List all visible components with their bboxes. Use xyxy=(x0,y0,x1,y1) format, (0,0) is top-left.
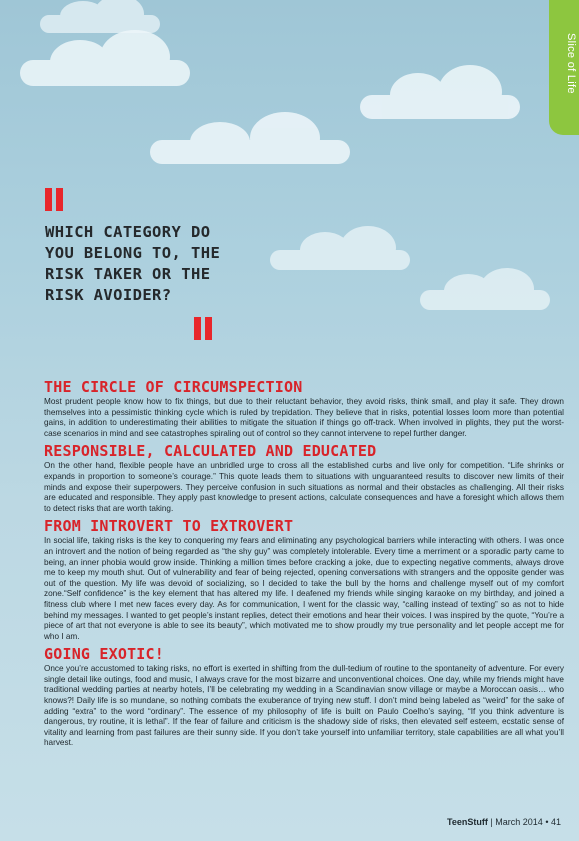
footer-dot: • xyxy=(545,817,549,827)
issue-date: March 2014 xyxy=(495,817,543,827)
footer-separator: | xyxy=(490,817,493,827)
cloud-decoration xyxy=(270,250,410,270)
section-paragraph: In social life, taking risks is the key to conquering my fears and eliminating any psychological barriers while interacting with others. I was once an introvert and the notion of being regarded as “the shy guy” was completely intolerable. Every time a merriment or a sporadic party came to being, an inner phobia would grow inside. Thinking a million times before cracking a joke, due to expecting negative comments, always drove me to keep my mouth shut. Out of vulnerability and fear of being rejected, opening conversations with strangers and the opposite gender was out of the question. My life was devoid of socializing, so I decided to take the bull by the horns and challenge myself out of my comfort zone.“Self confidence” is the key element that has altered my life. I deafened my friends while singing karaoke on my birthday, and joined a fitness club where I met new faces every day. As for communication, I went for the classic way, “calling instead of texting” so as not to hide behind my messages. I wanted to get people’s instant replies, detect their emotions and hear their voices. I was inspired by the quote, “You’re a piece of art that not everyone is able to see its beauty”, which motivated me to show proudly my true personality and let people accept me for who I am. xyxy=(44,536,564,641)
magazine-name: TeenStuff xyxy=(447,817,488,827)
cloud-decoration xyxy=(20,60,190,86)
page-number: 41 xyxy=(550,817,561,827)
section-heading: RESPONSIBLE, CALCULATED AND EDUCATED xyxy=(44,442,377,461)
section-paragraph: Most prudent people know how to fix things, but due to their reluctant behavior, they avoid risks, think small, and play it safe. They drown themselves into a pessimistic thinking cycle which is ruled by trepidation. They believe that in risks, potential losses loom more than potential gains, in addition to underestimating their abilities to mitigate the situation if things go off-track. When involved in plights, they put the worst-case scenarios in mind and see catastrophes spiraling out of control so they cannot intervene to repel further danger. xyxy=(44,397,564,438)
section-tab xyxy=(549,0,579,135)
open-quote-icon xyxy=(45,188,67,216)
section-paragraph: Once you’re accustomed to taking risks, no effort is exerted in shifting from the dull-tedium of routine to the spontaneity of adventure. For every single detail like outings, food and music, I always crave for the most bizarre and unconventional choices. One day, while my friends might have traditional wedding parties at nearby hotels, I’ll be celebrating my wedding in a Scandinavian snow village or maybe a Moroccan oasis… who knows?! Daily life is so mundane, so nothing combats the exuberance of trying new stuff. I don’t mind being labeled as “weird” for the sake of adding “extra” to the word “ordinary”. The essence of my philosophy of life is built on Paulo Coelho’s saying, “If you think adventure is dangerous, try routine, it is lethal”. If the fear of failure and criticism is the shadowy side of risks, then elevated self esteem, ecstatic sense of vitality and learning from past failures are their sunny side. If you don’t take yourself into unfamiliar territory, stale capabilities are all what you’ll harvest. xyxy=(44,664,564,748)
pull-quote: WHICH CATEGORY DO YOU BELONG TO, THE RISK TAKER OR THE RISK AVOIDER? xyxy=(45,223,221,304)
cloud-decoration xyxy=(150,140,350,164)
page-footer xyxy=(447,817,561,827)
section-heading: GOING EXOTIC! xyxy=(44,645,164,664)
close-quote-icon xyxy=(194,317,216,345)
cloud-decoration xyxy=(360,95,520,119)
section-heading: FROM INTROVERT TO EXTROVERT xyxy=(44,517,294,536)
section-tab-label: Slice of Life xyxy=(565,32,577,94)
cloud-decoration xyxy=(420,290,550,310)
section-paragraph: On the other hand, flexible people have an unbridled urge to cross all the established curbs and live only for competition. “Life shrinks or expands in proportion to someone’s courage.” This quote leads them to situations with unguaranteed results to discover new limits of their minds and expose their superpowers. They perceive confusion in such situations as normal and their obstacles as challenging. All their risks are educated and responsible. They apply past knowledge to present actions, calculate consequences and have a foresight which allows them to detect risks that are worth taking. xyxy=(44,461,564,513)
section-heading: THE CIRCLE OF CIRCUMSPECTION xyxy=(44,378,303,396)
article-body xyxy=(44,378,564,752)
